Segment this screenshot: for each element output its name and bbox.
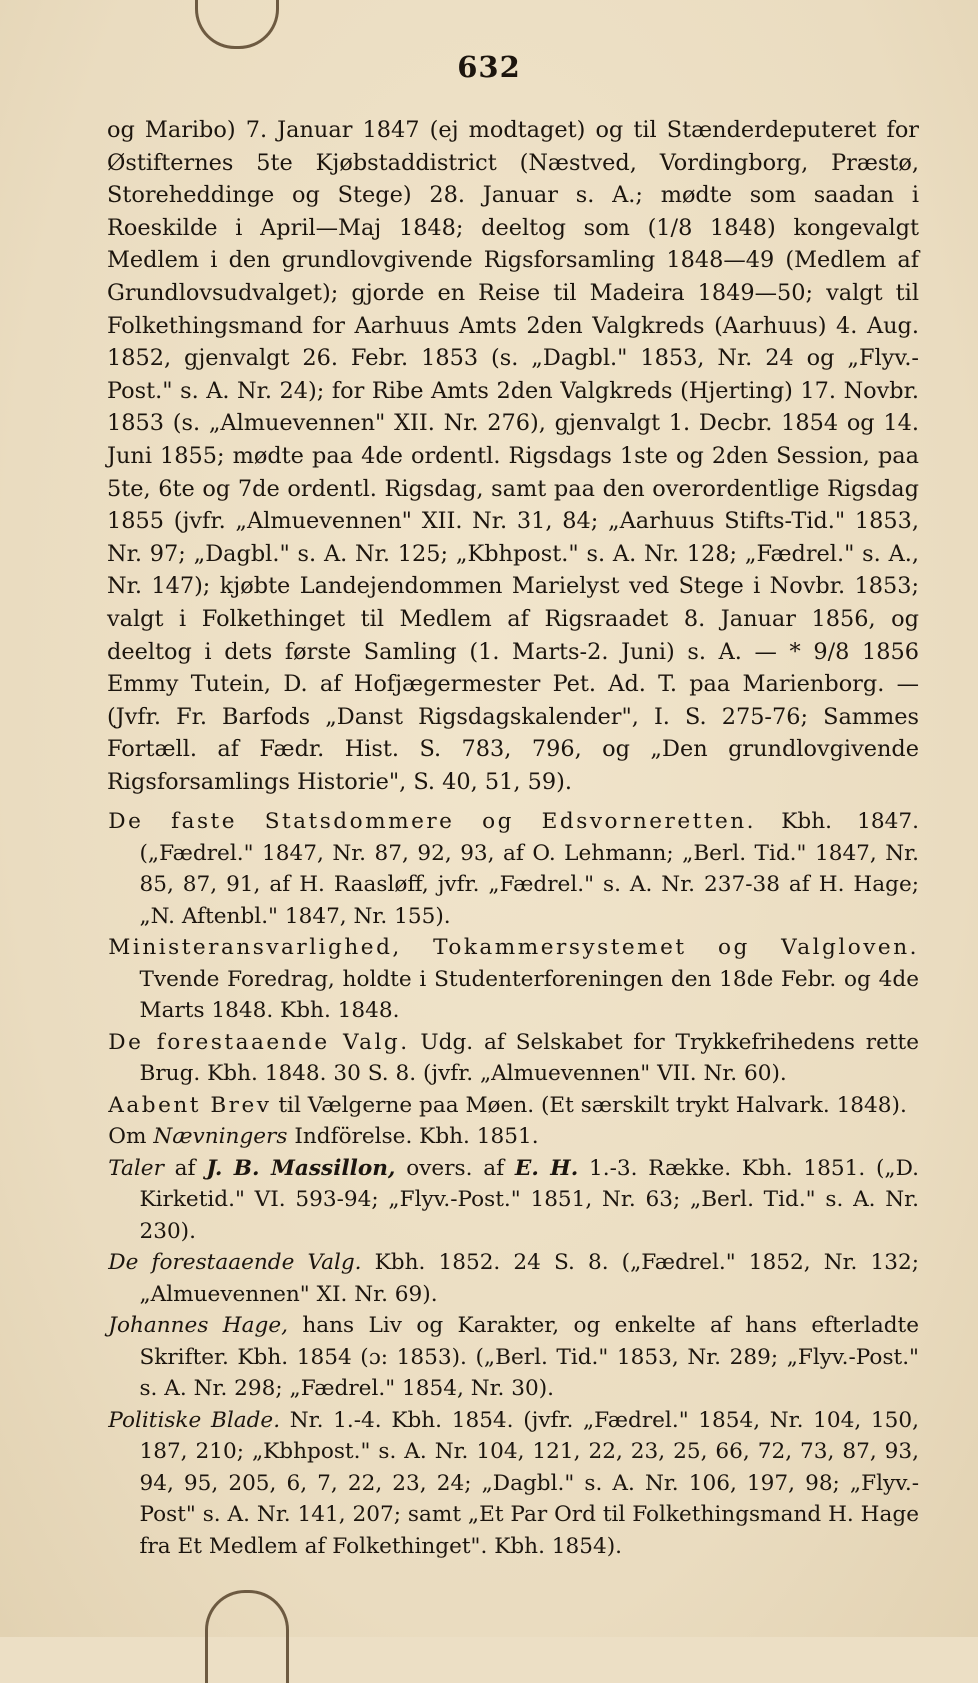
bibliography-entry [107,1090,919,1122]
entry-title: Ministeransvarlighed, Tokammersystemet og Valgloven. [108,935,919,961]
bibliography-entry [107,1310,919,1405]
entry-title: De forestaaende Valg. [108,1250,362,1276]
entry-details: Tvende Foredrag, holdte i Studenterforeningen den 18de Febr. og 4de Marts 1848. Kbh. 1848. [139,966,919,1024]
biography-paragraph: og Maribo) 7. Januar 1847 (ej modtaget) og til Stænderdeputeret for Østifternes 5te Kjøbstaddistrict (Næstved, Vordingborg, Præstø, Storeheddinge og Stege) 28. Januar s. A.; mødte som saadan i Roeskilde i April—Maj 1848; deeltog som (1/8 1848) kongevalgt Medlem i den grundlovgivende Rigsforsamling 1848—49 (Medlem af Grundlovsudvalget); gjorde en Reise til Madeira 1849—50; valgt til Folkethingsmand for Aarhuus Amts 2den Valgkreds (Aarhuus) 4. Aug. 1852, gjenvalgt 26. Febr. 1853 (s. „Dagbl." 1853, Nr. 24 og „Flyv.-Post." s. A. Nr. 24); for Ribe Amts 2den Valgkreds (Hjerting) 17. Novbr. 1853 (s. „Almuevennen" XII. Nr. 276), gjenvalgt 1. Decbr. 1854 og 14. Juni 1855; mødte paa 4de ordentl. Rigsdags 1ste og 2den Session, paa 5te, 6te og 7de ordentl. Rigsdag, samt paa den overordentlige Rigsdag 1855 (jvfr. „Almuevennen" XII. Nr. 31, 84; „Aarhuus Stifts-Tid." 1853, Nr. 97; „Dagbl." s. A. Nr. 125; „Kbhpost." s. A. Nr. 128; „Fædrel." s. A., Nr. 147); kjøbte Landejendommen Marielyst ved Stege i Novbr. 1853; valgt i Folkethinget til Medlem af Rigsraadet 8. Januar 1856, og deeltog i dets første Samling (1. Marts-2. Juni) s. A. — * 9/8 1856 Emmy Tutein, D. af Hofjægermester Pet. Ad. T. paa Marienborg. — (Jvfr. Fr. Barfods „Danst Rigsdagskalender", I. S. 275-76; Sammes Fortæll. af Fædr. Hist. S. 783, 796, og „Den grundlovgivende Rigsforsamlings Historie", S. 40, 51, 59). [107,117,919,795]
entry-connector: overs. af [395,1155,515,1181]
entry-details: 1.-3. Række. Kbh. 1851. („D. Kirketid." VI. 593-94; „Flyv.-Post." 1851, Nr. 63; „Berl. Tid." s. A. Nr. 230). [139,1155,919,1244]
bibliography-entry [107,1027,919,1090]
bibliography-entry [107,806,919,932]
entry-details: Kbh. 1852. 24 S. 8. („Fædrel." 1852, Nr. 132; „Almuevennen" XI. Nr. 69). [139,1250,920,1307]
entry-details: Nr. 1.-4. Kbh. 1854. (jvfr. „Fædrel." 1854, Nr. 104, 150, 187, 210; „Kbhpost." s. A. Nr. 104, 121, 22, 23, 25, 66, 72, 73, 87, 93, 94, 95, 205, 6, 7, 22, 23, 24; „Dagbl." s. A. Nr. 106, 197, 98; „Flyv.-Post" s. A. Nr. 141, 207; samt „Et Par Ord til Folkethingsmand H. Hage fra Et Medlem af Folkethinget". Kbh. 1854). [139,1407,919,1559]
page-body [107,114,919,1562]
entry-connector: af [163,1155,207,1181]
entry-author: J. B. Massillon, [206,1155,396,1181]
entry-title: Nævningers [153,1124,288,1150]
bibliography-entry [107,1247,919,1310]
entry-title: De forestaaende Valg. [108,1029,410,1055]
entry-details: Udg. af Selskabet for Trykkefrihedens rette Brug. Kbh. 1848. 30 S. 8. (jvfr. „Almuevennen" VII. Nr. 60). [139,1029,919,1087]
page-number: 632 [457,50,521,84]
bibliography-entry [107,932,919,1027]
entry-title: Johannes Hage, [108,1313,288,1339]
bibliography-entry [107,1153,919,1248]
entry-title: De faste Statsdommere og Edsvorneretten. [108,809,757,835]
bibliography-entry [107,1405,919,1563]
entry-details: til Vælgerne paa Møen. (Et særskilt trykt Halvark. 1848). [271,1092,907,1118]
entry-title: Politiske Blade. [108,1407,281,1433]
entry-prefix: Om [108,1124,154,1150]
entry-title: Taler [108,1155,164,1181]
entry-translator: E. H. [514,1155,579,1181]
entry-details: hans Liv og Karakter, og enkelte af hans efterladte Skrifter. Kbh. 1854 (ɔ: 1853). („Berl. Tid." 1853, Nr. 289; „Flyv.-Post." s. A. Nr. 298; „Fædrel." 1854, Nr. 30). [139,1313,919,1402]
entry-details: Indförelse. Kbh. 1851. [287,1124,539,1150]
bibliography-entry [107,1121,919,1153]
entry-title: Aabent Brev [108,1092,272,1118]
entry-details: Kbh. 1847. („Fædrel." 1847, Nr. 87, 92, 93, af O. Lehmann; „Berl. Tid." 1847, Nr. 85, 87, 91, af H. Raasløff, jvfr. „Fædrel." s. A. Nr. 237-38 af H. Hage; „N. Aftenbl." 1847, Nr. 155). [139,809,920,929]
